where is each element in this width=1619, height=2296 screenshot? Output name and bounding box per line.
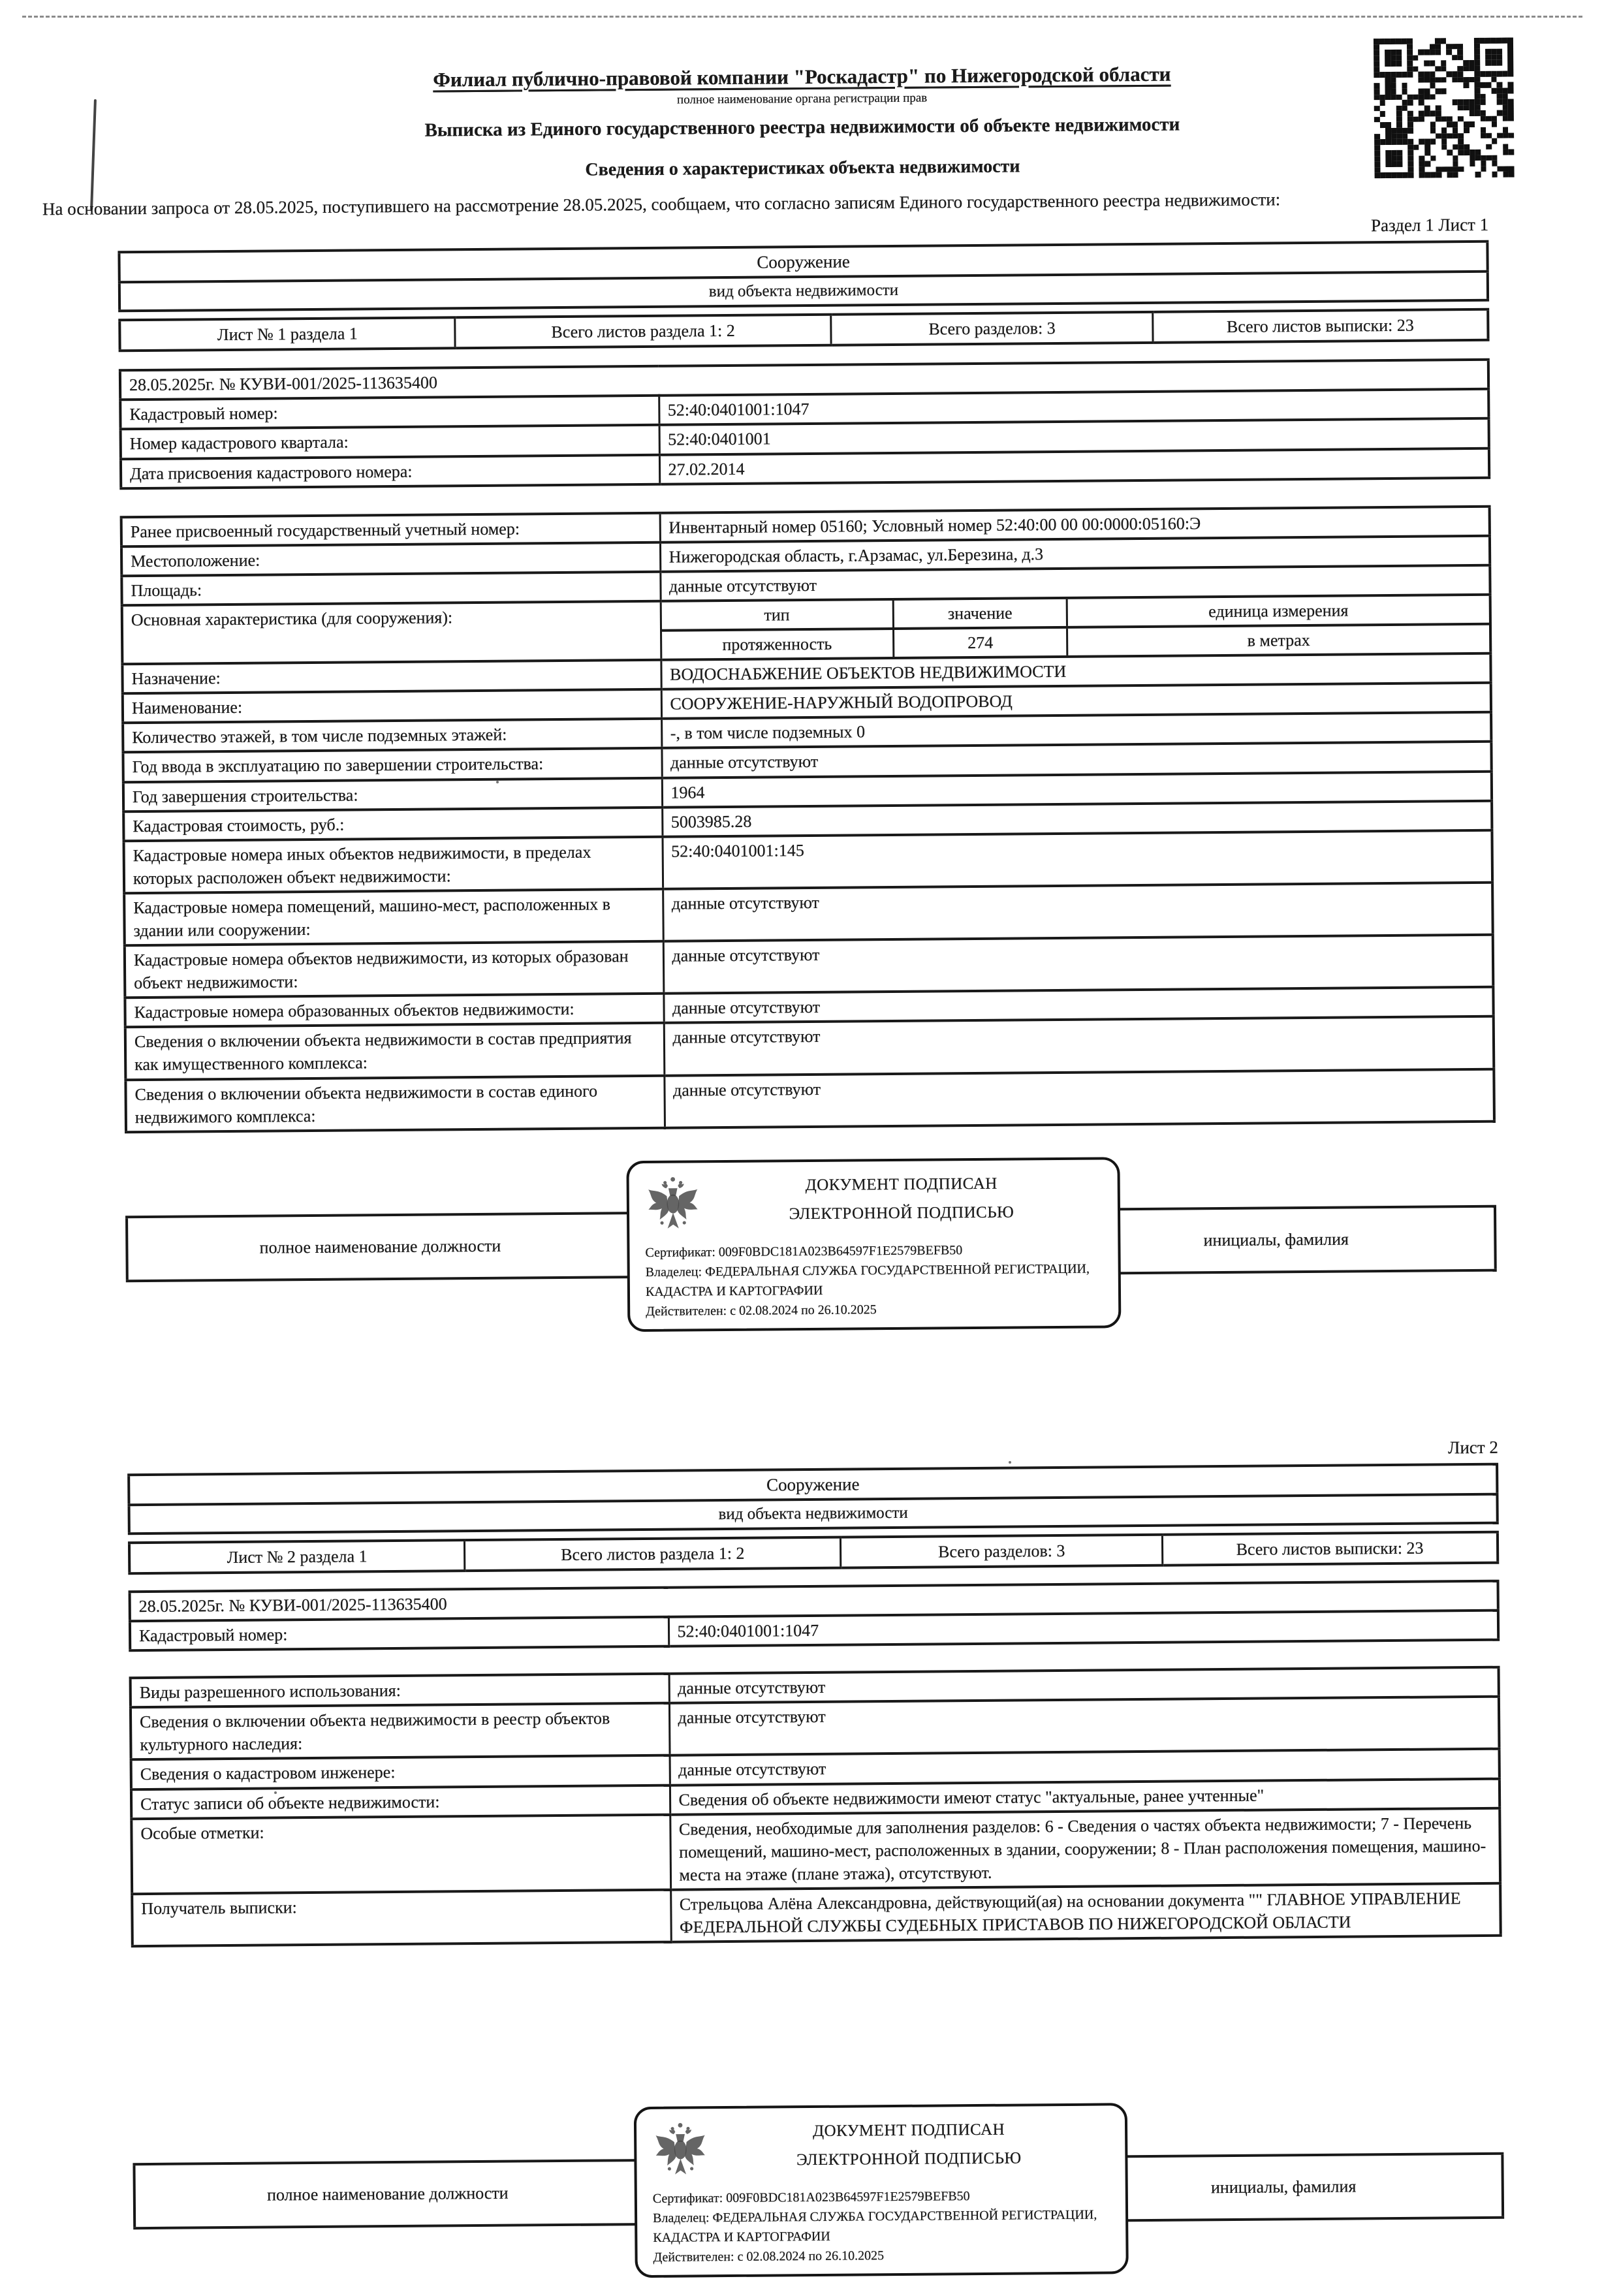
signature-position-label: полное наименование должности [127, 1213, 633, 1281]
section-sheets-cell: Всего листов раздела 1: 2 [455, 315, 832, 349]
stamp-title-line1: ДОКУМЕНТ ПОДПИСАН [805, 1174, 998, 1194]
object-kind-title: Сооружение [129, 1464, 1497, 1505]
row-label: Кадастровые номера иных объектов недвижимости, в пределах которых расположен объект недвижимости: [124, 836, 663, 893]
row-value: данные отсутствуют [669, 1697, 1500, 1755]
signature-name-label: инициалы, фамилия [1065, 2154, 1503, 2221]
registration-authority-caption: полное наименование органа регистрации прав [676, 91, 928, 107]
row-label: Количество этажей, в том числе подземных этажей: [123, 719, 661, 753]
row-label: Кадастровые номера объектов недвижимости, из которых образован объект недвижимости: [125, 941, 664, 998]
row-label: Назначение: [122, 660, 661, 694]
sheet2-label: Лист 2 [1447, 1437, 1498, 1458]
row-value: данные отсутствуют [664, 1069, 1494, 1127]
object-kind-title: Сооружение [119, 242, 1487, 283]
row-label: Кадастровые номера помещений, машино-мест, расположенных в здании или сооружении: [124, 889, 663, 946]
coat-of-arms-icon [652, 2120, 709, 2182]
sheet-number-cell: Лист № 2 раздела 1 [129, 1540, 465, 1573]
characteristics-table [120, 505, 1496, 1133]
row-value: -, в том числе подземных 0 [661, 712, 1491, 748]
digital-signature-stamp [634, 2103, 1129, 2278]
row-label: Сведения о включении объекта недвижимости в состав предприятия как имущественного комплекса: [125, 1023, 665, 1080]
coat-of-arms-icon [645, 1174, 702, 1236]
row-label: Виды разрешенного использования: [131, 1674, 669, 1708]
row-label: Получатель выписки: [132, 1890, 671, 1947]
sheet-meta-table [118, 308, 1489, 353]
stamp-validity: Действителен: с 02.08.2024 по 26.10.2025 [653, 2248, 885, 2265]
request-table [129, 1580, 1500, 1652]
additional-info-table [129, 1666, 1502, 1947]
object-kind-table [118, 240, 1489, 313]
char-unit-value: в метрах [1067, 624, 1490, 655]
row-value: данные отсутствуют [664, 1016, 1494, 1075]
stamp-validity: Действителен: с 02.08.2024 по 26.10.2025 [646, 1302, 877, 1319]
row-value: данные отсутствуют [660, 565, 1490, 601]
row-label: Ранее присвоенный государственный учетный номер: [121, 512, 660, 546]
row-label: Кадастровый номер: [130, 1617, 668, 1651]
row-value: 5003985.28 [662, 800, 1492, 836]
char-type-value: протяженность [662, 629, 894, 659]
characteristic-subtable [661, 596, 1489, 659]
stamp-certificate: Сертификат: 009F0BDC181A023B64597F1E2579BEFB50 [652, 2189, 970, 2206]
table-row [119, 309, 1488, 351]
object-kind-table [127, 1462, 1499, 1535]
stamp-title-line1: ДОКУМЕНТ ПОДПИСАН [812, 2120, 1005, 2141]
signature-position-label: полное наименование должности [134, 2160, 640, 2228]
row-value: Сведения, необходимые для заполнения разделов: 6 - Сведения о частях объекта недвижимости; 7 - Перечень помещений, машино-мест, расположенных в здании, сооружении; 8 - План расположения помещения, машино-места на этаже (плане этажа), отсутствуют. [670, 1808, 1500, 1889]
row-label: Кадастровые номера образованных объектов недвижимости: [125, 994, 663, 1028]
row-label: Основная характеристика (для сооружения): [122, 601, 661, 665]
table-row [131, 1808, 1500, 1894]
row-value: данные отсутствуют [663, 935, 1494, 994]
request-basis-line: На основании запроса от 28.05.2025, поступившего на рассмотрение 28.05.2025, сообщаем, что согласно записям Единого государственного реестра недвижимости: [42, 189, 1281, 219]
char-type-header: тип [661, 601, 893, 631]
stamp-certificate: Сертификат: 009F0BDC181A023B64597F1E2579BEFB50 [645, 1242, 963, 1260]
row-value: 52:40:0401001:1047 [668, 1611, 1498, 1646]
request-number: 28.05.2025г. № КУВИ-001/2025-113635400 [130, 1581, 1498, 1622]
document-subtitle: Сведения о характеристиках объекта недвижимости [585, 156, 1020, 180]
row-value: данные отсутствуют [670, 1749, 1500, 1785]
document-header [42, 0, 1489, 245]
table-row [125, 1069, 1494, 1132]
row-label: Площадь: [121, 572, 660, 606]
row-label: Год ввода в эксплуатацию по завершении строительства: [123, 748, 661, 782]
row-value: 52:40:0401001:1047 [659, 389, 1488, 425]
stamp-owner: Владелец: ФЕДЕРАЛЬНАЯ СЛУЖБА ГОСУДАРСТВЕННОЙ РЕГИСТРАЦИИ, КАДАСТРА И КАРТОГРАФИИ [653, 2207, 1097, 2245]
row-value: 1964 [662, 771, 1492, 807]
document-title: Выписка из Единого государственного реестра недвижимости об объекте недвижимости [424, 114, 1180, 141]
row-label: Особые отметки: [131, 1814, 670, 1894]
row-value: 52:40:0401001:145 [662, 830, 1492, 889]
section-sheets-cell: Всего листов раздела 1: 2 [464, 1537, 841, 1571]
table-row [132, 1883, 1501, 1947]
row-value: данные отсутствуют [663, 883, 1493, 941]
row-value: 52:40:0401001 [659, 418, 1489, 454]
object-kind-caption: вид объекта недвижимости [119, 272, 1488, 311]
signature-name-label: инициалы, фамилия [1057, 1206, 1495, 1273]
row-label: Кадастровый номер: [120, 396, 659, 430]
char-unit-header: единица измерения [1067, 596, 1489, 627]
stamp-title-line2: ЭЛЕКТРОННОЙ ПОДПИСЬЮ [789, 1203, 1014, 1223]
table-row [129, 1532, 1498, 1574]
row-label: Дата присвоения кадастрового номера: [121, 454, 659, 488]
row-value: Нижегородская область, г.Арзамас, ул.Березина, д.3 [660, 536, 1490, 572]
row-value: данные отсутствуют [663, 987, 1493, 1023]
stamp-title-line2: ЭЛЕКТРОННОЙ ПОДПИСЬЮ [796, 2149, 1022, 2169]
signature-area [133, 2100, 1505, 2293]
row-value: Инвентарный номер 05160; Условный номер 52:40:00 00 00:0000:05160:Э [660, 506, 1490, 542]
row-label: Сведения о включении объекта недвижимости в состав единого недвижимого комплекса: [125, 1075, 665, 1132]
row-label: Статус записи об объекте недвижимости: [131, 1785, 670, 1819]
row-label: Сведения о включении объекта недвижимости в реестр объектов культурного наследия: [131, 1703, 670, 1760]
row-value: данные отсутствуют [661, 742, 1491, 778]
stamp-owner: Владелец: ФЕДЕРАЛЬНАЯ СЛУЖБА ГОСУДАРСТВЕННОЙ РЕГИСТРАЦИИ, КАДАСТРА И КАРТОГРАФИИ [645, 1261, 1090, 1299]
characteristic-subtable-cell [661, 595, 1491, 660]
section-sheet-label: Раздел 1 Лист 1 [1370, 214, 1489, 236]
sections-total-cell: Всего разделов: 3 [841, 1535, 1163, 1568]
row-value: ВОДОСНАБЖЕНИЕ ОБЪЕКТОВ НЕДВИЖИМОСТИ [661, 653, 1490, 689]
row-value: данные отсутствуют [669, 1667, 1499, 1703]
row-label: Наименование: [123, 689, 661, 723]
request-table [119, 358, 1490, 490]
sheet-number-cell: Лист № 1 раздела 1 [119, 317, 455, 351]
main-characteristic-row [122, 595, 1491, 665]
digital-signature-stamp [626, 1157, 1121, 1332]
registration-authority-name: Филиал публично-правовой компании "Роскадастр" по Нижегородской области [433, 62, 1171, 91]
row-label: Местоположение: [121, 543, 660, 576]
extract-sheets-cell: Всего листов выписки: 23 [1153, 309, 1488, 343]
qr-code [1374, 37, 1515, 178]
row-label: Сведения о кадастровом инженере: [131, 1755, 670, 1789]
row-label: Номер кадастрового квартала: [121, 425, 659, 459]
request-number: 28.05.2025г. № КУВИ-001/2025-113635400 [120, 360, 1488, 400]
row-value: 27.02.2014 [659, 448, 1489, 484]
row-label: Кадастровая стоимость, руб.: [123, 807, 662, 841]
row-value: Стрельцова Алёна Александровна, действующий(ая) на основании документа "" ГЛАВНОЕ УПРАВЛЕНИЕ ФЕДЕРАЛЬНОЙ СЛУЖБЫ СУДЕБНЫХ ПРИСТАВОВ ПО НИЖЕГОРОДСКОЙ ОБЛАСТИ [670, 1883, 1501, 1942]
row-value: СООРУЖЕНИЕ-НАРУЖНЫЙ ВОДОПРОВОД [661, 683, 1491, 719]
extract-sheets-cell: Всего листов выписки: 23 [1162, 1532, 1498, 1565]
row-value: Сведения об объекте недвижимости имеют статус "актуальные, ранее учтенные" [670, 1778, 1500, 1814]
sheet-meta-table [128, 1531, 1499, 1575]
object-kind-caption: вид объекта недвижимости [129, 1494, 1498, 1533]
sections-total-cell: Всего разделов: 3 [831, 312, 1153, 345]
row-label: Год завершения строительства: [123, 778, 662, 811]
table-row [662, 624, 1490, 659]
char-value-value: 274 [893, 627, 1067, 657]
char-value-header: значение [893, 599, 1067, 629]
sheet2-block [127, 1437, 1502, 1947]
signature-area [125, 1154, 1498, 1379]
